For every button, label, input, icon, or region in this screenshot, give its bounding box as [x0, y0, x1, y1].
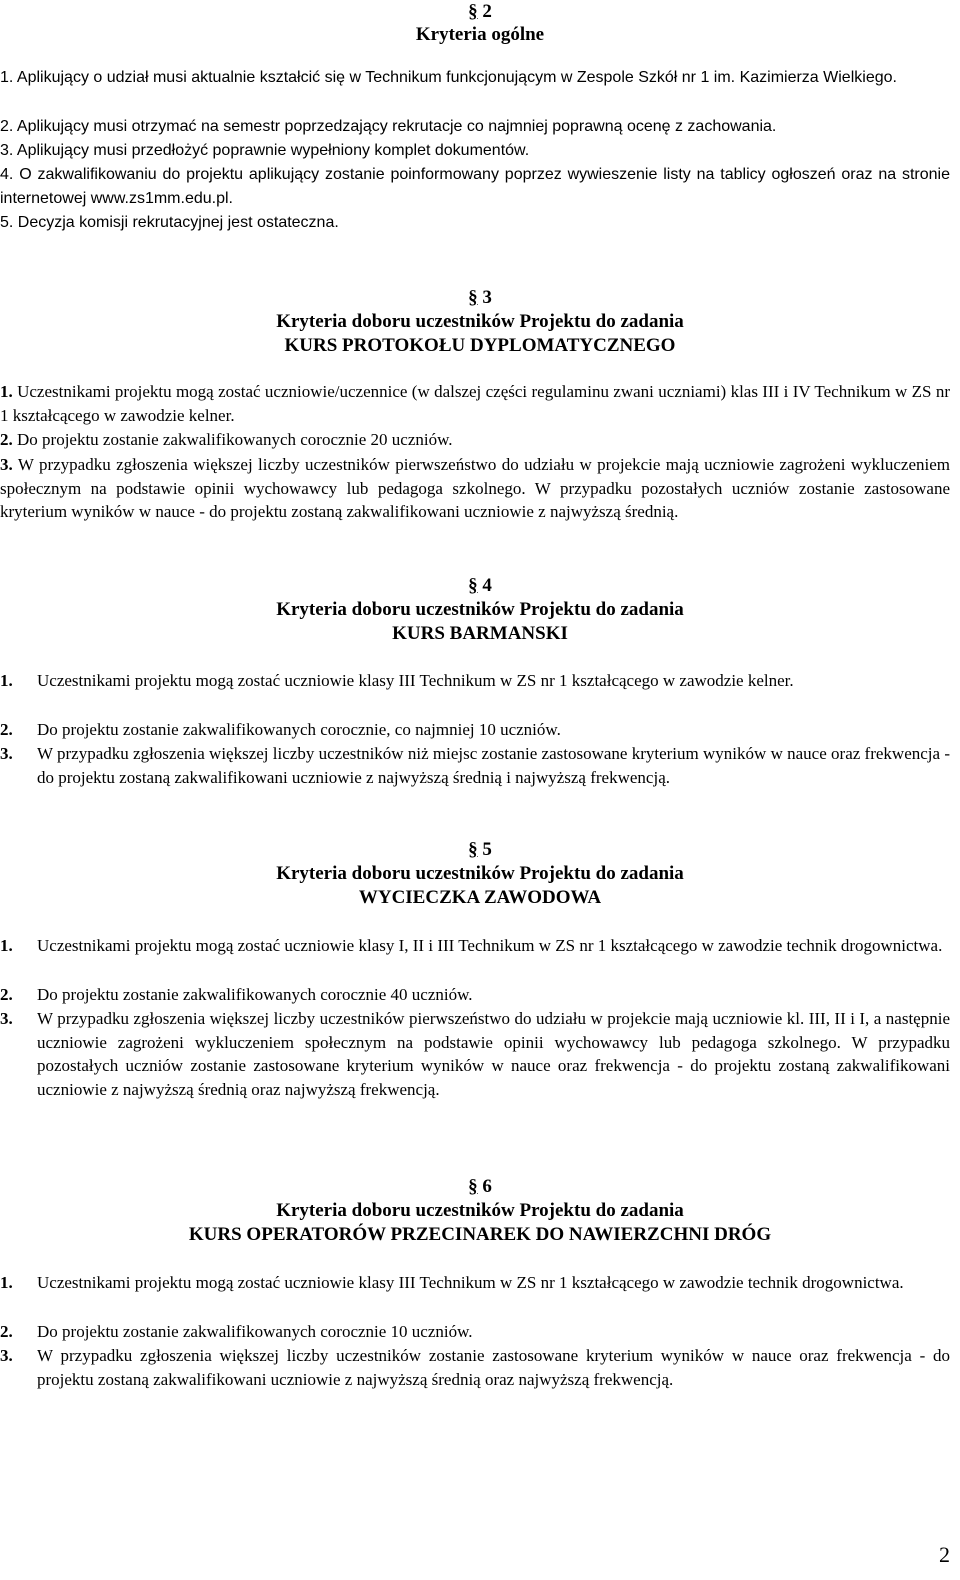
section-5-item-1 — [0, 934, 950, 958]
item-text: Uczestnikami projektu mogą zostać uczniowie klasy III Technikum w ZS nr 1 kształcącego w zawodzie technik drogownictwa. — [37, 1273, 904, 1292]
item-text: Do projektu zostanie zakwalifikowanych corocznie, co najmniej 10 uczniów. — [37, 720, 561, 739]
section-6-item-1 — [0, 1271, 950, 1295]
item-number: 3. — [0, 455, 13, 474]
section-6-item-3 — [0, 1344, 950, 1391]
item-number: 3. — [0, 1346, 13, 1365]
item-number: 3. — [0, 1009, 13, 1028]
item-number: 3. — [0, 744, 13, 763]
section-5-item-3 — [0, 1007, 950, 1101]
section-5-heading — [0, 838, 960, 910]
item-number: 1. — [0, 671, 13, 690]
item-text: Do projektu zostanie zakwalifikowanych corocznie 10 uczniów. — [37, 1322, 473, 1341]
item-number: 2. — [0, 985, 13, 1004]
item-text: Do projektu zostanie zakwalifikowanych corocznie 20 uczniów. — [17, 430, 453, 449]
section-subtitle: KURS OPERATORÓW PRZECINAREK DO NAWIERZCHNI DRÓG — [188, 1224, 772, 1245]
item-number: 2. — [0, 430, 13, 449]
section-title: Kryteria ogólne — [415, 24, 545, 45]
section-3-heading — [0, 286, 960, 358]
section-2-item-4: 4. O zakwalifikowaniu do projektu aplikujący zostanie poinformowany poprzez wywieszenie listy na tablicy ogłoszeń oraz na stronie internetowej www.zs1mm.edu.pl. — [0, 166, 950, 207]
paragraph-symbol: § — [468, 1, 478, 22]
section-3-item-3 — [0, 453, 950, 524]
item-text: Uczestnikami projektu mogą zostać uczniowie klasy I, II i III Technikum w ZS nr 1 kształcącego w zawodzie technik drogownictwa. — [37, 936, 943, 955]
section-4-heading — [0, 574, 960, 646]
paragraph-symbol: § — [468, 575, 478, 596]
paragraph-symbol: § — [468, 287, 478, 308]
section-title: Kryteria doboru uczestników Projektu do zadania — [276, 311, 684, 332]
section-subtitle: KURS PROTOKOŁU DYPLOMATYCZNEGO — [284, 335, 676, 356]
section-4-item-2 — [0, 718, 950, 742]
section-number: 5 — [482, 839, 492, 860]
item-text: Uczestnikami projektu mogą zostać uczniowie/uczennice (w dalszej części regulaminu zwani uczniami) klas III i IV Technikum w ZS nr 1 kształcącego w zawodzie kelner. — [0, 382, 950, 425]
item-number: 1. — [0, 382, 13, 401]
section-number: 3 — [482, 287, 492, 308]
paragraph-symbol: § — [468, 1176, 478, 1197]
section-subtitle: KURS BARMANSKI — [392, 623, 568, 644]
page-number: 2 — [939, 1542, 950, 1567]
section-5-item-2 — [0, 983, 950, 1007]
item-number: 2. — [0, 1322, 13, 1341]
section-4-item-1 — [0, 669, 950, 693]
paragraph-symbol: § — [468, 839, 478, 860]
item-text: Uczestnikami projektu mogą zostać uczniowie klasy III Technikum w ZS nr 1 kształcącego w zawodzie kelner. — [37, 671, 794, 690]
item-number: 1. — [0, 936, 13, 955]
section-3-item-2 — [0, 428, 950, 452]
section-number: 4 — [482, 575, 492, 596]
section-4-item-3 — [0, 742, 950, 789]
section-2-item-1: 1. Aplikujący o udział musi aktualnie kształcić się w Technikum funkcjonującym w Zespole Szkół nr 1 im. Kazimierza Wielkiego. — [0, 69, 897, 86]
section-3-item-1 — [0, 380, 950, 427]
section-2-item-2: 2. Aplikujący musi otrzymać na semestr poprzedzający rekrutacje co najmniej poprawną ocenę z zachowania. — [0, 118, 777, 135]
section-6-item-2 — [0, 1320, 950, 1344]
section-subtitle: WYCIECZKA ZAWODOWA — [358, 887, 602, 908]
item-number: 2. — [0, 720, 13, 739]
item-text: W przypadku zgłoszenia większej liczby uczestników pierwszeństwo do udziału w projekcie mają uczniowie kl. III, II i I, a następnie uczniowie zagrożeni wykluczeniem społecznym na podstawie opinii wychowawcy lub pedagoga szkolnego. W przypadku pozostałych uczniów zostanie zastosowane kryterium wyników w nauce oraz frekwencja - do projektu zostaną zakwalifikowani uczniowie z najwyższą średnią oraz najwyższą frekwencją. — [37, 1009, 950, 1099]
section-title: Kryteria doboru uczestników Projektu do zadania — [276, 1200, 684, 1221]
item-text: W przypadku zgłoszenia większej liczby uczestników pierwszeństwo do udziału w projekcie mają uczniowie zagrożeni wykluczeniem społecznym na podstawie opinii wychowawcy lub pedagoga szkolnego. W przypadku pozostałych uczniów zostanie zastosowane kryterium wyników w nauce - do projektu zostaną zakwalifikowani uczniowie z najwyższą średnią. — [0, 455, 950, 522]
section-number: 6 — [482, 1176, 492, 1197]
section-number: 2 — [482, 1, 492, 22]
section-6-heading — [0, 1175, 960, 1247]
item-number: 1. — [0, 1273, 13, 1292]
section-2-item-5: 5. Decyzja komisji rekrutacyjnej jest ostateczna. — [0, 214, 339, 231]
section-2-heading — [0, 0, 960, 47]
item-text: W przypadku zgłoszenia większej liczby uczestników zostanie zastosowane kryterium wyników w nauce oraz frekwencja - do projektu zostaną zakwalifikowani uczniowie z najwyższą średnią oraz najwyższą frekwencją. — [37, 1346, 950, 1389]
section-title: Kryteria doboru uczestników Projektu do zadania — [276, 599, 684, 620]
section-title: Kryteria doboru uczestników Projektu do zadania — [276, 863, 684, 884]
section-2-item-3: 3. Aplikujący musi przedłożyć poprawnie wypełniony komplet dokumentów. — [0, 142, 530, 159]
item-text: Do projektu zostanie zakwalifikowanych corocznie 40 uczniów. — [37, 985, 473, 1004]
item-text: W przypadku zgłoszenia większej liczby uczestników niż miejsc zostanie zastosowane kryterium wyników w nauce oraz frekwencja - do projektu zostaną zakwalifikowani uczniowie z najwyższą średnią i najwyższą frekwencją. — [37, 744, 950, 787]
